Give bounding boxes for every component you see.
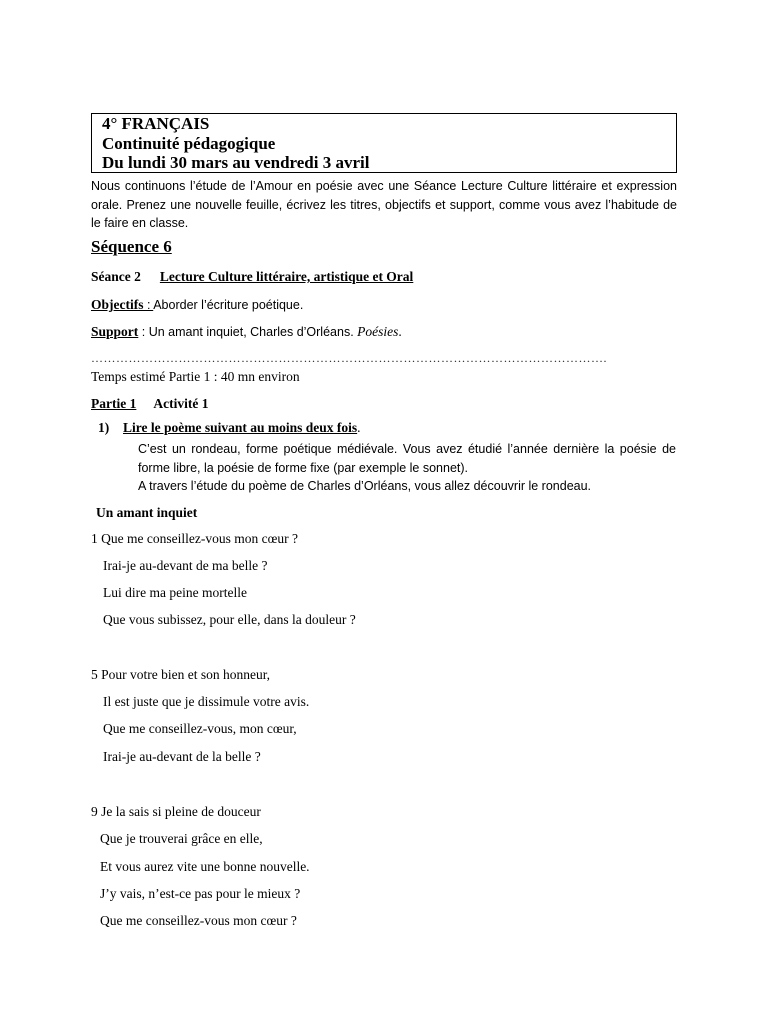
poem-verse: 5 Pour votre bien et son honneur,	[91, 667, 271, 682]
poem-verse: Que me conseillez-vous, mon cœur,	[103, 721, 297, 736]
lire-end: .	[357, 420, 361, 435]
poem-verse: Que vous subissez, pour elle, dans la douleur ?	[103, 612, 356, 627]
support-end: .	[398, 324, 402, 339]
lire-text-1: C’est un rondeau, forme poétique médiévale. Vous avez étudié l’année dernière la poésie de forme libre, la poésie de forme fixe (par exemple le sonnet).	[138, 442, 676, 475]
support-line	[91, 323, 402, 341]
seance-line	[91, 269, 413, 285]
lire-block	[98, 420, 678, 493]
header-dates: Du lundi 30 mars au vendredi 3 avril	[102, 153, 370, 172]
lire-number: 1)	[98, 420, 110, 435]
poem-verse: 1 Que me conseillez-vous mon cœur ?	[91, 531, 298, 546]
poem-verse: Il est juste que je dissimule votre avis.	[103, 694, 310, 709]
lire-title: Lire le poème suivant au moins deux fois	[123, 420, 358, 435]
objectifs-sep: :	[143, 298, 154, 312]
poem-verse: Lui dire ma peine mortelle	[103, 585, 247, 600]
partie-line	[91, 396, 208, 412]
header-subtitle: Continuité pédagogique	[102, 133, 276, 153]
poem-verse: Que me conseillez-vous mon cœur ?	[100, 913, 297, 928]
support-italic: Poésies	[357, 324, 399, 339]
poem-verse: 9 Je la sais si pleine de douceur	[91, 804, 261, 819]
lire-body	[138, 440, 676, 496]
header-box	[91, 113, 677, 173]
poem-verse: Irai-je au-devant de la belle ?	[103, 749, 261, 764]
objectifs-label: Objectifs	[91, 297, 144, 312]
header-subject: 4° FRANÇAIS	[102, 114, 210, 133]
sequence-heading: Séquence 6	[91, 237, 172, 256]
poem-verse: Irai-je au-devant de ma belle ?	[103, 558, 268, 573]
activite-label: Activité 1	[153, 396, 209, 411]
intro-paragraph: Nous continuons l’étude de l’Amour en poésie avec une Séance Lecture Culture littéraire et expression orale. Prenez une nouvelle feuille, écrivez les titres, objectifs et support, comme vous avez l’habitude de le faire en classe.	[91, 179, 677, 230]
support-sep: :	[138, 325, 149, 339]
partie-label: Partie 1	[91, 396, 137, 411]
lire-heading	[98, 420, 678, 436]
support-label: Support	[91, 324, 139, 339]
seance-number: Séance 2	[91, 269, 141, 284]
objectifs-line	[91, 296, 303, 314]
dotted-line: …………………………………………………………………………………………………………….	[91, 351, 607, 365]
poem-verse: Que je trouverai grâce en elle,	[100, 831, 263, 846]
poem-verse: J’y vais, n’est-ce pas pour le mieux ?	[100, 886, 301, 901]
poem-title: Un amant inquiet	[96, 505, 198, 520]
objectifs-text: Aborder l’écriture poétique.	[153, 298, 304, 312]
temps-estime: Temps estimé Partie 1 : 40 mn environ	[91, 369, 300, 384]
seance-title: Lecture Culture littéraire, artistique et Oral	[159, 269, 414, 284]
lire-text-2: A travers l’étude du poème de Charles d’Orléans, vous allez découvrir le rondeau.	[138, 479, 592, 493]
support-text: Un amant inquiet, Charles d’Orléans.	[148, 325, 358, 339]
poem-verse: Et vous aurez vite une bonne nouvelle.	[100, 859, 310, 874]
